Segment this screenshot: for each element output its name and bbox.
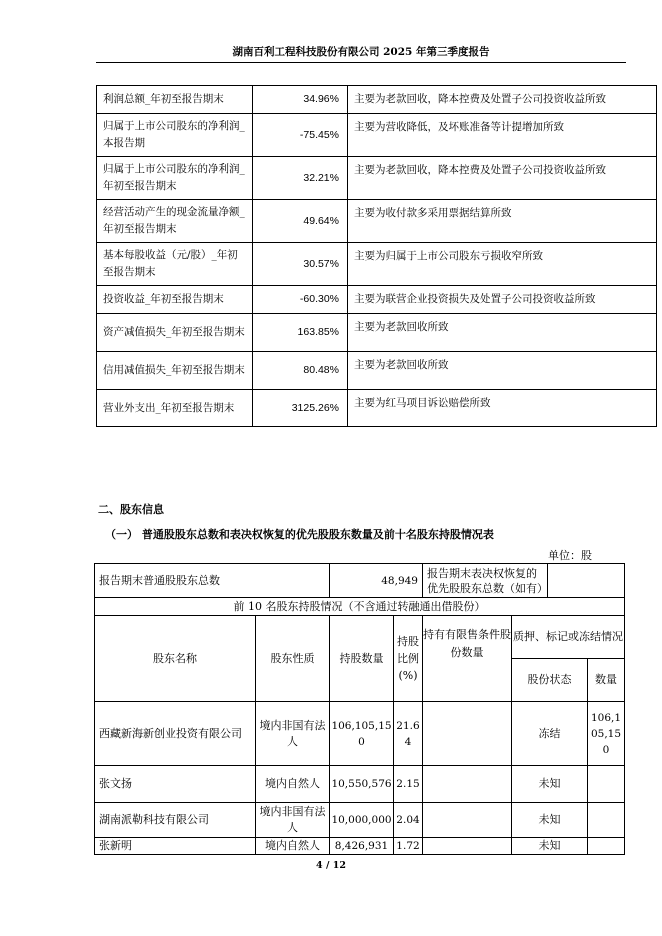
- header-row: [95, 616, 625, 659]
- change-item-name: 营业外支出_年初至报告期末: [97, 390, 253, 427]
- holder-nature: 境内自然人: [256, 766, 330, 803]
- change-row: [97, 352, 657, 390]
- holder-pledge-qty: [588, 766, 625, 803]
- holder-restricted: [423, 766, 512, 803]
- change-reason: 主要为老款回收，降本控费及处置子公司投资收益所致: [348, 157, 657, 200]
- holder-ratio: 2.15: [394, 766, 423, 803]
- change-reason: 主要为红马项目诉讼赔偿所致: [348, 390, 657, 427]
- change-pct: 34.96%: [253, 86, 348, 114]
- holder-pledge-status: 未知: [512, 838, 588, 855]
- pref-holders-value: [548, 564, 625, 598]
- change-row: [97, 390, 657, 427]
- top10-caption-row: [95, 598, 625, 616]
- holder-pledge-qty: [588, 838, 625, 855]
- change-pct: 32.21%: [253, 157, 348, 200]
- change-item-name: 信用减值损失_年初至报告期末: [97, 352, 253, 390]
- holder-name: 西藏新海新创业投资有限公司: [95, 702, 256, 766]
- col-header-restricted: 持有有限售条件股份数量: [423, 616, 512, 702]
- holder-name: 张新明: [95, 838, 256, 855]
- change-row: [97, 286, 657, 314]
- col-header-shares: 持股数量: [330, 616, 394, 702]
- col-header-pledge-status: 股份状态: [512, 659, 588, 702]
- holder-shares: 10,550,576: [330, 766, 394, 803]
- change-item-name: 归属于上市公司股东的净利润_年初至报告期末: [97, 157, 253, 200]
- change-pct: -60.30%: [253, 286, 348, 314]
- change-row: [97, 200, 657, 243]
- change-pct: 3125.26%: [253, 390, 348, 427]
- page-header: 湖南百利工程科技股份有限公司 2025 年第三季度报告: [232, 46, 490, 58]
- holder-ratio: 21.64: [394, 702, 423, 766]
- shareholder-row: [95, 803, 625, 838]
- holder-restricted: [423, 838, 512, 855]
- holder-nature: 境内非国有法人: [256, 803, 330, 838]
- col-header-pledge: 质押、标记或冻结情况: [512, 616, 625, 659]
- change-reason: 主要为收付款多采用票据结算所致: [348, 200, 657, 243]
- holder-pledge-status: 未知: [512, 766, 588, 803]
- change-item-name: 基本每股收益（元/股）_年初至报告期末: [97, 243, 253, 286]
- holder-pledge-status: 未知: [512, 803, 588, 838]
- holder-pledge-qty: [588, 803, 625, 838]
- holder-shares: 8,426,931: [330, 838, 394, 855]
- holder-pledge-qty: 106,105,150: [588, 702, 625, 766]
- change-item-name: 经营活动产生的现金流量净额_年初至报告期末: [97, 200, 253, 243]
- change-reason: 主要为老款回收，降本控费及处置子公司投资收益所致: [348, 86, 657, 114]
- col-header-name: 股东名称: [95, 616, 256, 702]
- change-item-name: 归属于上市公司股东的净利润_本报告期: [97, 114, 253, 157]
- change-pct: 30.57%: [253, 243, 348, 286]
- holder-name: 张文扬: [95, 766, 256, 803]
- holder-nature: 境内非国有法人: [256, 702, 330, 766]
- shareholder-row: [95, 766, 625, 803]
- change-pct: 49.64%: [253, 200, 348, 243]
- top10-caption: 前 10 名股东持股情况（不含通过转融通出借股份）: [95, 598, 625, 616]
- holder-ratio: 2.04: [394, 803, 423, 838]
- page-number: 4 / 12: [316, 860, 346, 871]
- shareholder-table: [94, 563, 625, 855]
- shareholder-row: [95, 838, 625, 855]
- change-item-name: 资产减值损失_年初至报告期末: [97, 314, 253, 352]
- change-item-name: 投资收益_年初至报告期末: [97, 286, 253, 314]
- col-header-pledge-qty: 数量: [588, 659, 625, 702]
- change-item-name: 利润总额_年初至报告期末: [97, 86, 253, 114]
- change-reason-table: [96, 85, 657, 427]
- change-row: [97, 157, 657, 200]
- holder-shares: 10,000,000: [330, 803, 394, 838]
- holder-name: 湖南派勒科技有限公司: [95, 803, 256, 838]
- total-holders-label: 报告期末普通股股东总数: [95, 564, 330, 598]
- change-reason: 主要为营收降低，及坏账准备等计提增加所致: [348, 114, 657, 157]
- holder-ratio: 1.72: [394, 838, 423, 855]
- holder-restricted: [423, 803, 512, 838]
- change-reason: 主要为老款回收所致: [348, 352, 657, 390]
- header-rule: [96, 62, 626, 63]
- holder-nature: 境内自然人: [256, 838, 330, 855]
- change-row: [97, 114, 657, 157]
- col-header-nature: 股东性质: [256, 616, 330, 702]
- change-row: [97, 314, 657, 352]
- change-row: [97, 243, 657, 286]
- change-pct: 80.48%: [253, 352, 348, 390]
- shareholder-row: [95, 702, 625, 766]
- section-title: 二、股东信息: [98, 503, 164, 516]
- total-holders-value: 48,949: [330, 564, 423, 598]
- change-pct: -75.45%: [253, 114, 348, 157]
- pref-holders-label: 报告期末表决权恢复的优先股股东总数（如有）: [423, 564, 548, 598]
- holder-restricted: [423, 702, 512, 766]
- col-header-ratio: 持股比例(%): [394, 616, 423, 702]
- subsection-title: （一） 普通股股东总数和表决权恢复的优先股股东数量及前十名股东持股情况表: [105, 528, 494, 541]
- unit-label: 单位：股: [548, 549, 592, 562]
- holder-shares: 106,105,150: [330, 702, 394, 766]
- change-pct: 163.85%: [253, 314, 348, 352]
- change-reason: 主要为联营企业投资损失及处置子公司投资收益所致: [348, 286, 657, 314]
- total-holders-row: [95, 564, 625, 598]
- holder-pledge-status: 冻结: [512, 702, 588, 766]
- change-reason: 主要为老款回收所致: [348, 314, 657, 352]
- change-row: [97, 86, 657, 114]
- change-reason: 主要为归属于上市公司股东亏损收窄所致: [348, 243, 657, 286]
